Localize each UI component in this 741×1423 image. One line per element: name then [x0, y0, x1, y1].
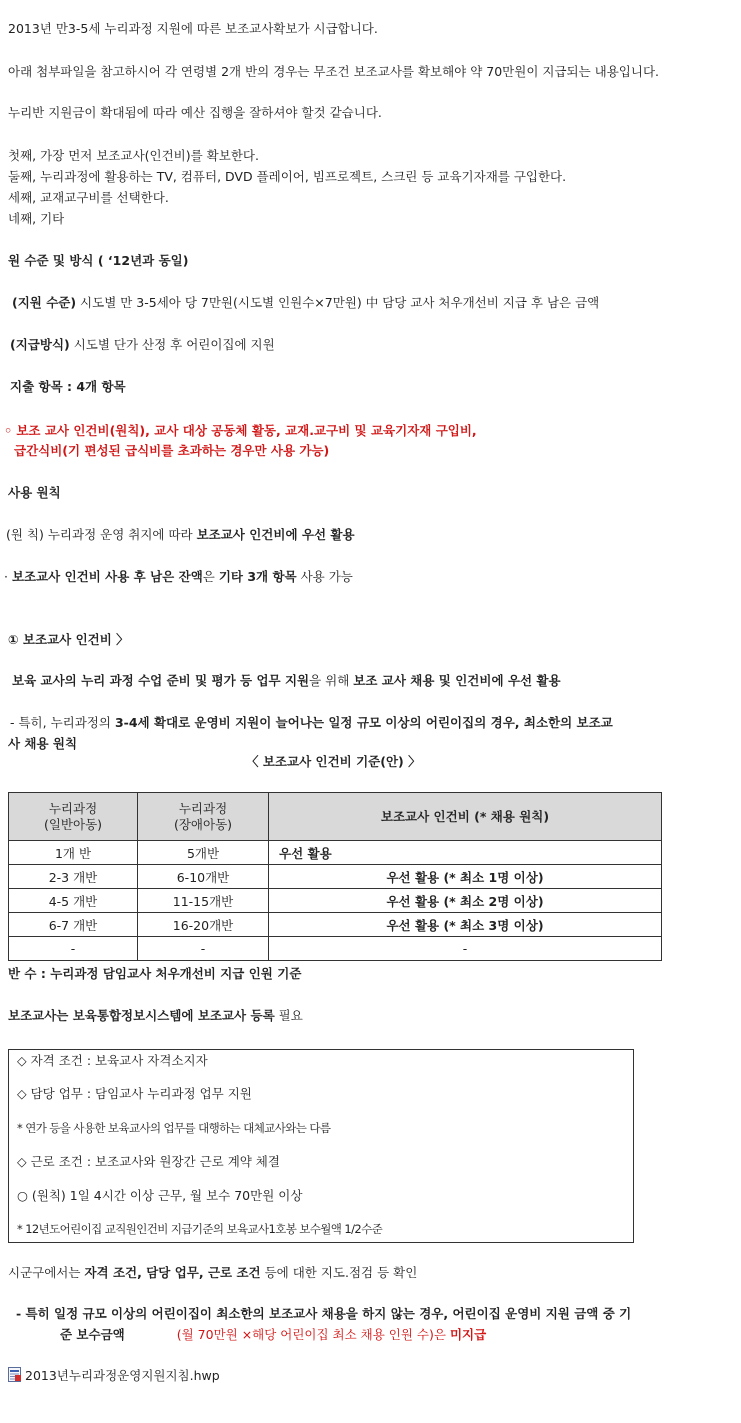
assistant-cost-table	[8, 792, 662, 961]
table-cell: 6-7 개반	[9, 913, 138, 937]
registration-text-b: 보육통합정보시스템에 보조교사 등록	[72, 1008, 275, 1023]
table-cell: 2-3 개반	[9, 865, 138, 889]
support-heading: 원 수준 및 방식 ( ‘12년과 동일)	[8, 253, 189, 268]
table-header-line: 누리과정	[178, 800, 228, 816]
guidance-text-a: 시군구에서는	[8, 1265, 85, 1280]
assistant-line-2	[10, 715, 613, 731]
condition-note-pay: * 12년도어린이집 교직원인건비 지급기준의 보육교사1호봉 보수월액 1/2수준	[17, 1222, 383, 1236]
table-cell: -	[269, 937, 662, 961]
usage-principle-2-text-2: 사용 가능	[296, 569, 353, 584]
assistant-line-1-emphasis: 보육 교사의 누리 과정 수업 준비 및 평가 등 업무 지원	[12, 673, 310, 688]
support-method-text: 시도별 단가 산정 후 어린이집에 지원	[69, 337, 275, 352]
assistant-line-1	[12, 673, 561, 689]
table-cell: 4-5 개반	[9, 889, 138, 913]
final-line-1: - 특히 일정 규모 이상의 어린이집이 최소한의 보조교사 채용을 하지 않는 경우, 어린이집 운영비 지원 금액 중 기	[16, 1306, 632, 1321]
assistant-line-1-emphasis-2: 보조 교사 채용 및 인건비에 우선 활용	[353, 673, 561, 688]
table-header-general	[9, 793, 138, 841]
intro-line-1: 2013년 만3-5세 누리과정 지원에 따른 보조교사확보가 시급합니다.	[8, 21, 378, 36]
table-header-cost: 보조교사 인건비 (* 채용 원칙)	[269, 793, 662, 841]
attachment-link[interactable]	[8, 1366, 220, 1384]
table-cell: -	[138, 937, 269, 961]
table-row	[9, 913, 662, 937]
step-fourth: 네째, 기타	[8, 211, 65, 226]
table-cell: 16-20개반	[138, 913, 269, 937]
table-row	[9, 865, 662, 889]
dash: ·	[4, 569, 12, 584]
usage-principle-2-emphasis: 보조교사 인건비 사용 후 남은 잔액	[11, 569, 203, 584]
final-line-2-red: (월 70만원 ×해당 어린이집 최소 채용 인원 수)은	[176, 1327, 450, 1342]
table-header-line: 누리과정	[48, 800, 98, 816]
support-level-text: 시도별 만 3-5세아 당 7만원(시도별 인원수×7만원) 中 담당 교사 처우개선비 지급 후 남은 금액	[76, 295, 600, 310]
table-row	[9, 937, 662, 961]
condition-note-substitute: * 연가 등을 사용한 보육교사의 업무를 대행하는 대체교사와는 다름	[17, 1121, 331, 1135]
table-header-line: (장애아동)	[173, 816, 233, 832]
support-method-label: (지급방식)	[10, 337, 70, 352]
table-cell: 11-15개반	[138, 889, 269, 913]
support-level-label: (지원 수준)	[12, 295, 77, 310]
table-header-disabled	[138, 793, 269, 841]
table-note: 반 수 : 누리과정 담임교사 처우개선비 지급 인원 기준	[8, 966, 302, 981]
condition-work: ◇ 근로 조건 : 보조교사와 원장간 근로 계약 체결	[17, 1154, 280, 1169]
step-first: 첫째, 가장 먼저 보조교사(인건비)를 확보한다.	[8, 148, 259, 163]
usage-principle-2-text: 은	[202, 569, 219, 584]
support-method	[10, 337, 275, 353]
step-third: 세째, 교재교구비를 선택한다.	[8, 190, 169, 205]
table-header-row	[9, 793, 662, 841]
table-cell: -	[9, 937, 138, 961]
intro-line-2: 아래 첨부파일을 참고하시어 각 연령별 2개 반의 경우는 무조건 보조교사를 확보해야 약 70만원이 지급되는 내용입니다.	[8, 64, 659, 79]
assistant-line-3: 사 채용 원칙	[8, 736, 78, 751]
condition-principle: ○ (원칙) 1일 4시간 이상 근무, 월 보수 70만원 이상	[17, 1188, 303, 1203]
usage-principle-1-text: (원 칙) 누리과정 운영 취지에 따라	[6, 527, 197, 542]
registration-text-a: 보조교사는	[8, 1008, 73, 1023]
table-title: 〈 보조교사 인건비 기준(안) 〉	[246, 754, 421, 769]
intro-line-3: 누리반 지원금이 확대됨에 따라 예산 집행을 잘하셔야 할것 같습니다.	[8, 105, 382, 120]
table-cell: 1개 반	[9, 841, 138, 865]
condition-duty: ◇ 담당 업무 : 담임교사 누리과정 업무 지원	[17, 1086, 252, 1101]
expense-items-line-1	[4, 423, 477, 439]
final-line-2-red-emphasis: 미지급	[449, 1327, 487, 1342]
usage-principle-1-emphasis: 보조교사 인건비에 우선 활용	[196, 527, 355, 542]
conditions-box	[8, 1049, 634, 1243]
registration-line	[8, 1008, 303, 1024]
guidance-text-c: 등에 대한 지도.점검 등 확인	[260, 1265, 418, 1280]
table-header-line: (일반아동)	[43, 816, 103, 832]
guidance-text-b: 자격 조건, 담당 업무, 근로 조건	[84, 1265, 261, 1280]
table-cell: 우선 활용 (* 최소 3명 이상)	[269, 913, 662, 937]
table-cell: 5개반	[138, 841, 269, 865]
usage-principle-1	[6, 527, 355, 543]
step-second: 둘째, 누리과정에 활용하는 TV, 컴퓨터, DVD 플레이어, 빔프로젝트, 스크린 등 교육기자재를 구입한다.	[8, 169, 567, 184]
table-row	[9, 889, 662, 913]
final-line-2	[60, 1327, 486, 1343]
hwp-file-icon	[8, 1367, 21, 1382]
usage-principle-2	[4, 569, 353, 585]
expense-items-line-2: 급간식비(기 편성된 급식비를 초과하는 경우만 사용 가능)	[14, 443, 330, 458]
assistant-heading: ① 보조교사 인건비 〉	[8, 632, 129, 647]
assistant-line-2-emphasis: 3-4세 확대로 운영비 지원이 늘어나는 일정 규모 이상의 어린이집의 경우, 최소한의 보조교	[114, 715, 613, 730]
final-line-2-emphasis: 준 보수금액	[60, 1327, 125, 1342]
expense-items-heading: 지출 항목 : 4개 항목	[10, 379, 126, 394]
table-cell: 우선 활용	[269, 841, 662, 865]
usage-principle-2-emphasis-2: 기타 3개 항목	[218, 569, 297, 584]
table-cell: 우선 활용 (* 최소 1명 이상)	[269, 865, 662, 889]
guidance-line	[8, 1265, 417, 1281]
registration-text-c: 필요	[274, 1008, 303, 1023]
table-cell: 6-10개반	[138, 865, 269, 889]
table-row	[9, 841, 662, 865]
bullet-dot: ◦	[4, 423, 17, 438]
assistant-line-1-text: 을 위해	[309, 673, 354, 688]
condition-qualification: ◇ 자격 조건 : 보육교사 자격소지자	[17, 1053, 208, 1068]
table-cell: 우선 활용 (* 최소 2명 이상)	[269, 889, 662, 913]
expense-items-text-1: 보조 교사 인건비(원칙), 교사 대상 공동체 활동, 교재.교구비 및 교육기자재 구입비,	[16, 423, 477, 438]
assistant-line-2-text: - 특히, 누리과정의	[10, 715, 115, 730]
usage-heading: 사용 원칙	[8, 485, 61, 500]
support-level	[12, 295, 599, 311]
attachment-filename[interactable]: 2013년누리과정운영지원지침.hwp	[25, 1368, 220, 1383]
